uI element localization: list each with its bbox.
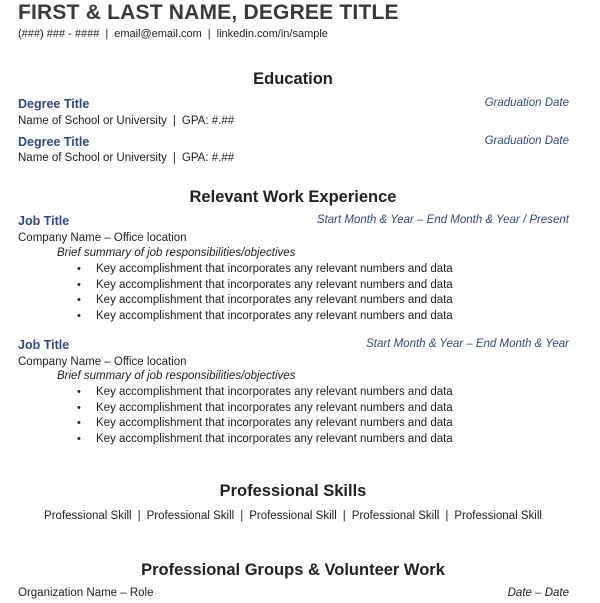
job-summary: Brief summary of job responsibilities/objectives	[57, 247, 296, 259]
bullet-glyph: •	[77, 432, 81, 445]
skill-item: Professional Skill	[454, 510, 542, 522]
skill-separator: |	[240, 510, 244, 522]
bullet-glyph: •	[77, 386, 81, 398]
accomplishment-item	[77, 401, 453, 417]
graduation-date: Graduation Date	[484, 135, 569, 147]
skill-item: Professional Skill	[351, 510, 440, 522]
accomplishment-item	[77, 293, 453, 309]
skill-separator: |	[342, 510, 346, 522]
accomplishment-text: Key accomplishment that incorporates any relevant numbers and data	[96, 309, 453, 322]
gpa: GPA: #.##	[181, 115, 235, 127]
groups-heading: Professional Groups & Volunteer Work	[141, 561, 445, 579]
education-heading: Education	[253, 70, 333, 88]
accomplishment-item	[77, 385, 453, 401]
degree-title: Degree Title	[18, 135, 90, 149]
school-separator: |	[172, 152, 176, 164]
accomplishment-text: Key accomplishment that incorporates any relevant numbers and data	[96, 432, 453, 445]
accomplishment-text: Key accomplishment that incorporates any relevant numbers and data	[96, 401, 453, 414]
job-dates: Start Month & Year – End Month & Year / Present	[316, 214, 569, 226]
company-line: Company Name – Office location	[18, 232, 187, 244]
job-entry-1	[18, 214, 569, 230]
gpa: GPA: #.##	[181, 152, 235, 164]
accomplishment-item	[77, 309, 453, 325]
accomplishment-item	[77, 432, 453, 448]
accomplishment-text: Key accomplishment that incorporates any relevant numbers and data	[96, 294, 453, 306]
phone-number: (###) ### - ####	[18, 28, 100, 40]
linkedin-url: linkedin.com/in/sample	[216, 28, 328, 40]
accomplishment-text: Key accomplishment that incorporates any relevant numbers and data	[96, 278, 453, 291]
skills-heading: Professional Skills	[219, 482, 367, 500]
bullet-glyph: •	[77, 278, 81, 291]
school-name: Name of School or University	[18, 152, 167, 164]
job-entry-2	[18, 338, 569, 354]
accomplishment-item	[77, 278, 453, 294]
contact-line	[18, 28, 328, 40]
group-dates: Date – Date	[507, 587, 569, 599]
organization-role: Organization Name – Role	[18, 587, 154, 599]
accomplishment-item	[77, 416, 453, 432]
skill-item: Professional Skill	[146, 510, 235, 522]
company-line: Company Name – Office location	[18, 356, 187, 368]
experience-heading: Relevant Work Experience	[189, 188, 397, 206]
skill-separator: |	[137, 510, 141, 522]
bullet-glyph: •	[77, 263, 81, 275]
school-separator: |	[172, 115, 176, 127]
skill-item: Professional Skill	[249, 510, 337, 522]
job-title: Job Title	[18, 214, 70, 228]
bullet-glyph: •	[77, 294, 81, 306]
school-line	[18, 115, 234, 127]
accomplishment-text: Key accomplishment that incorporates any relevant numbers and data	[96, 386, 453, 398]
job-title: Job Title	[18, 338, 70, 352]
contact-separator: |	[105, 28, 109, 40]
school-line	[18, 152, 234, 164]
bullet-glyph: •	[77, 417, 81, 429]
education-entry-2	[18, 135, 569, 151]
job-summary: Brief summary of job responsibilities/objectives	[57, 370, 296, 382]
skill-separator: |	[445, 510, 449, 522]
accomplishment-list	[77, 385, 453, 447]
accomplishment-list	[77, 262, 453, 324]
graduation-date: Graduation Date	[484, 97, 569, 109]
accomplishment-item	[77, 262, 453, 278]
skill-item: Professional Skill	[44, 510, 132, 522]
degree-title: Degree Title	[18, 97, 90, 111]
school-name: Name of School or University	[18, 115, 167, 127]
contact-separator: |	[207, 28, 211, 40]
group-entry	[18, 587, 569, 603]
skills-line	[0, 510, 586, 522]
email-address: email@email.com	[114, 28, 202, 40]
job-dates: Start Month & Year – End Month & Year	[366, 338, 569, 350]
education-entry-1	[18, 97, 569, 113]
bullet-glyph: •	[77, 309, 81, 322]
accomplishment-text: Key accomplishment that incorporates any relevant numbers and data	[96, 417, 453, 429]
bullet-glyph: •	[77, 401, 81, 414]
accomplishment-text: Key accomplishment that incorporates any relevant numbers and data	[96, 263, 453, 275]
candidate-name: FIRST & LAST NAME, DEGREE TITLE	[18, 1, 399, 24]
